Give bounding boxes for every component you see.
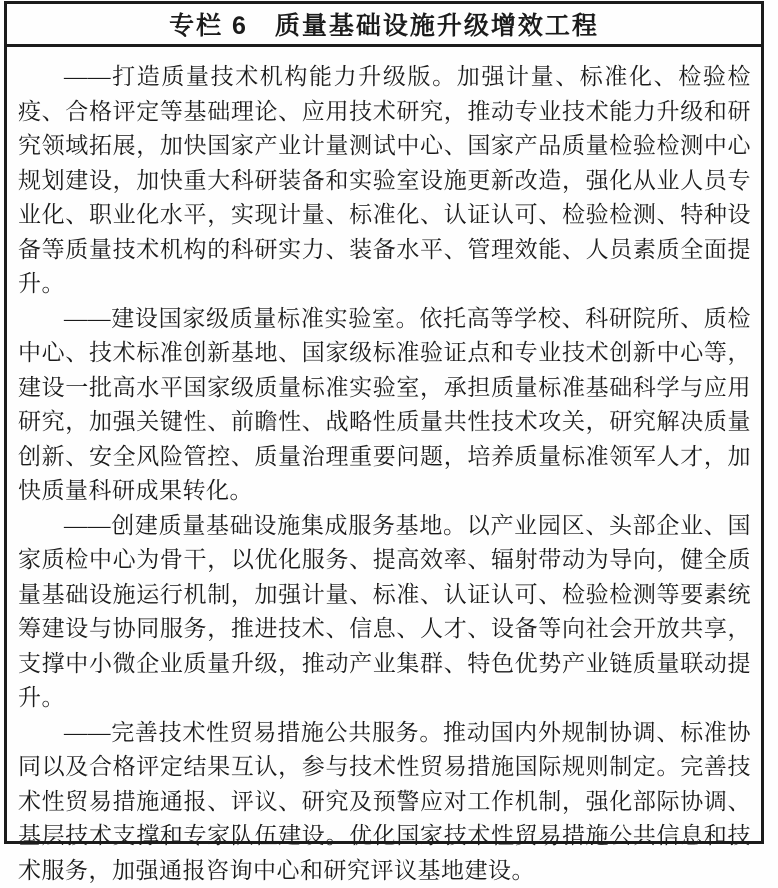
column-box-title: 专栏 6 质量基础设施升级增效工程 [7, 4, 761, 47]
column-box-panel [4, 1, 764, 844]
body-paragraph: ——打造质量技术机构能力升级版。加强计量、标准化、检验检疫、合格评定等基础理论、应用技术研究，推动专业技术能力升级和研究领域拓展，加快国家产业计量测试中心、国家产品质量检验检测中心规划建设，加快重大科研装备和实验室设施更新改造，强化从业人员专业化、职业化水平，实现计量、标准化、认证认可、检验检测、特种设备等质量技术机构的科研实力、装备水平、管理效能、人员素质全面提升。 [18, 60, 751, 302]
body-paragraph: ——完善技术性贸易措施公共服务。推动国内外规制协调、标准协同以及合格评定结果互认，参与技术性贸易措施国际规则制定。完善技术性贸易措施通报、评议、研究及预警应对工作机制，强化部际协调、基层技术支撑和专家队伍建设。优化国家技术性贸易措施公共信息和技术服务，加强通报咨询中心和研究评议基地建设。 [18, 716, 751, 888]
body-paragraph: ——创建质量基础设施集成服务基地。以产业园区、头部企业、国家质检中心为骨干，以优化服务、提高效率、辐射带动为导向，健全质量基础设施运行机制，加强计量、标准、认证认可、检验检测等要素统筹建设与协同服务，推进技术、信息、人才、设备等向社会开放共享，支撑中小微企业质量升级，推动产业集群、特色优势产业链质量联动提升。 [18, 509, 751, 716]
column-box-body [7, 47, 761, 888]
body-paragraph: ——建设国家级质量标准实验室。依托高等学校、科研院所、质检中心、技术标准创新基地、国家级标准验证点和专业技术创新中心等，建设一批高水平国家级质量标准实验室，承担质量标准基础科学与应用研究，加强关键性、前瞻性、战略性质量共性技术攻关，研究解决质量创新、安全风险管控、质量治理重要问题，培养质量标准领军人才，加快质量科研成果转化。 [18, 302, 751, 509]
